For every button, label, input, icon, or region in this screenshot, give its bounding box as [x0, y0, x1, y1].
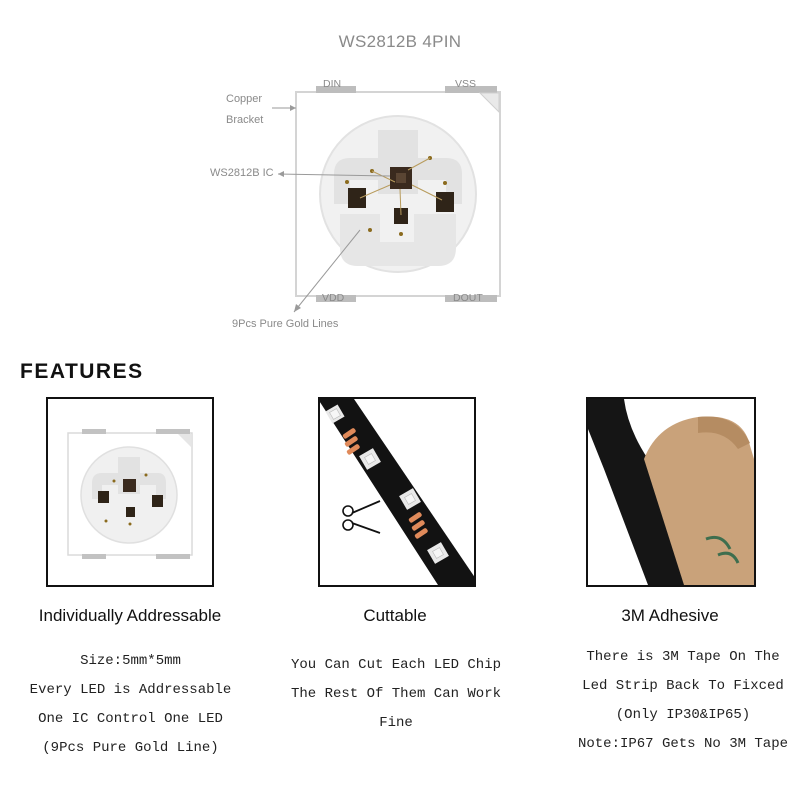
features-heading: FEATURES: [20, 360, 144, 383]
desc-line: (9Pcs Pure Gold Line): [42, 740, 219, 756]
copper-bracket-callout: Copper Bracket: [226, 93, 264, 126]
led-die-red: [348, 188, 366, 208]
led-closeup-image: [48, 399, 212, 585]
desc-line: (Only IP30&IP65): [615, 707, 751, 723]
led-die-blue: [436, 192, 454, 212]
pin-vss-label: VSS: [455, 78, 477, 90]
desc-line: Size:5mm*5mm: [80, 653, 181, 669]
diagram-title: WS2812B 4PIN: [338, 32, 462, 51]
desc-line: You Can Cut Each LED Chip: [290, 657, 502, 673]
feature-panel-cuttable: [318, 397, 476, 587]
desc-line: There is 3M Tape On The: [586, 649, 780, 665]
desc-line: Fine: [379, 715, 413, 731]
feature-panel-adhesive: [586, 397, 756, 587]
desc-line: Note:IP67 Gets No 3M Tape: [577, 736, 789, 752]
caption-addressable: Individually Addressable: [38, 606, 222, 625]
desc-line: Led Strip Back To Fixced: [582, 678, 784, 694]
scissors-icon: [343, 501, 380, 533]
desc-line: The Rest Of Them Can Work: [290, 686, 502, 702]
gold-lines-callout: 9Pcs Pure Gold Lines: [232, 318, 339, 330]
caption-cuttable: Cuttable: [363, 606, 427, 625]
pin-din-label: DIN: [323, 78, 342, 90]
led-strip-image: [320, 399, 474, 585]
desc-adhesive: [570, 643, 796, 759]
adhesive-tape-image: [588, 399, 754, 585]
pin-vdd-label: VDD: [322, 292, 345, 304]
desc-line: One IC Control One LED: [38, 711, 223, 727]
desc-addressable: [18, 647, 243, 763]
ic-callout: WS2812B IC: [210, 167, 274, 179]
pin-dout-label: DOUT: [453, 292, 483, 304]
desc-line: Every LED is Addressable: [29, 682, 232, 698]
caption-adhesive: 3M Adhesive: [621, 606, 719, 625]
feature-panel-addressable: [46, 397, 214, 587]
desc-cuttable: [282, 651, 510, 738]
